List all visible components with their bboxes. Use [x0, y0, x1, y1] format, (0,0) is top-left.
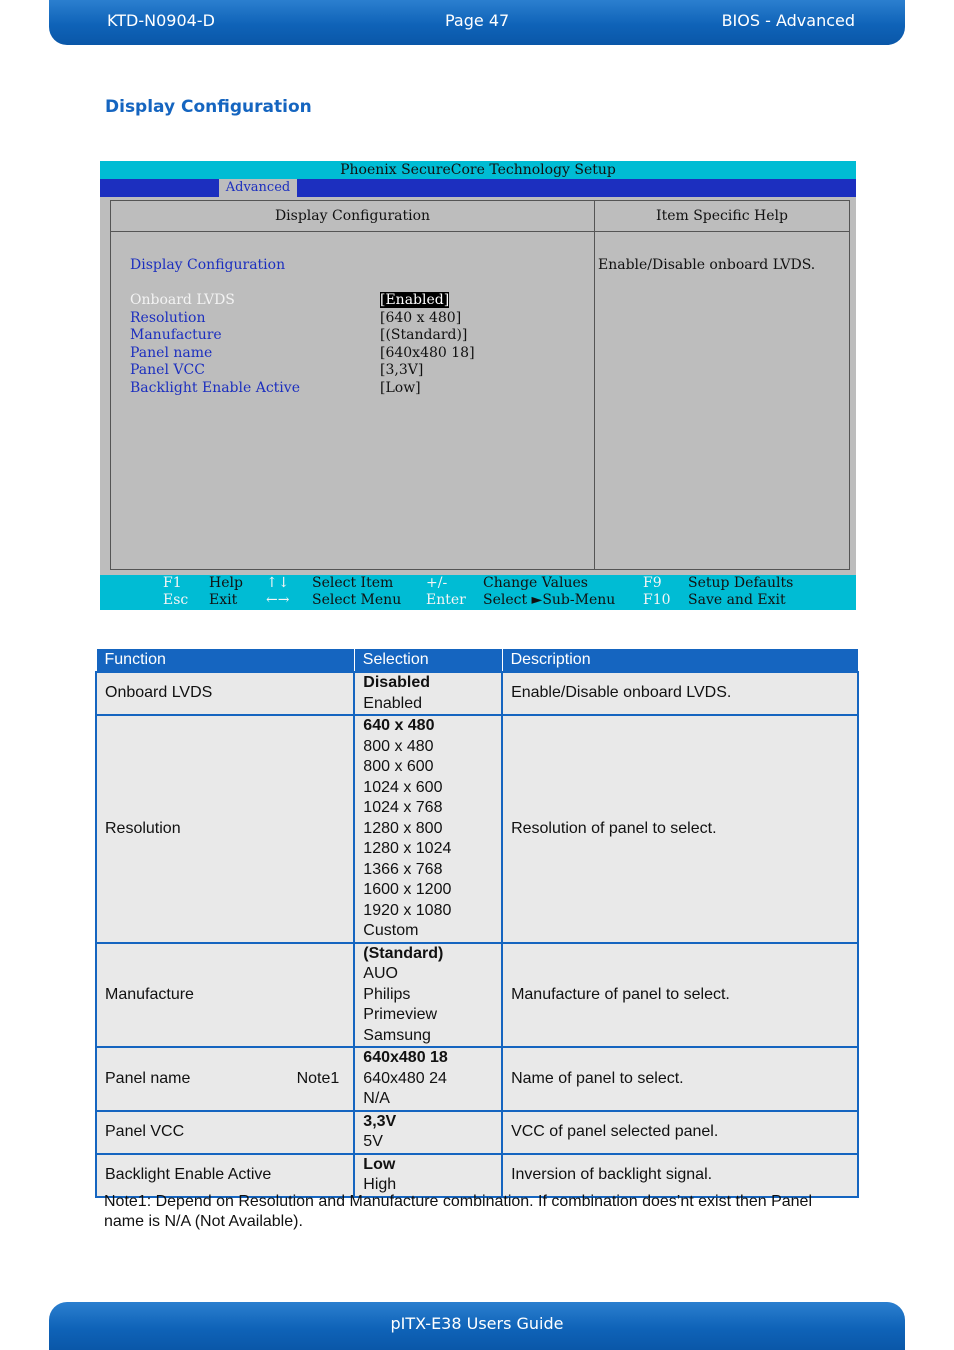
key-f1: F1 — [163, 575, 182, 591]
key-f10-desc: Save and Exit — [688, 592, 786, 608]
key-leftright-desc: Select Menu — [312, 592, 402, 608]
selection-option: N/A — [363, 1090, 390, 1107]
bios-item-label: Onboard LVDS — [130, 292, 235, 308]
bios-item-panel-name[interactable] — [130, 345, 590, 362]
bios-menubar — [100, 179, 856, 197]
bios-tab-advanced[interactable]: Advanced — [219, 179, 297, 197]
bios-item-value[interactable]: [Enabled] — [380, 292, 450, 308]
bios-item-label: Resolution — [130, 310, 206, 326]
selection-option: 1280 x 1024 — [363, 840, 452, 857]
selection-cell — [354, 672, 502, 715]
description-cell: Manufacture of panel to select. — [502, 943, 858, 1048]
selection-cell — [354, 943, 502, 1048]
selection-option: Samsung — [363, 1026, 431, 1044]
selection-cell — [354, 1047, 502, 1111]
description-cell: Name of panel to select. — [502, 1047, 858, 1111]
bios-screenshot — [100, 161, 856, 610]
bios-item-value[interactable]: [3,3V] — [380, 362, 424, 378]
key-f9-desc: Setup Defaults — [688, 575, 794, 591]
bios-help-title: Item Specific Help — [595, 201, 849, 232]
bios-subtitle: Display Configuration — [130, 257, 286, 273]
table-row — [96, 1047, 858, 1111]
key-f9: F9 — [643, 575, 662, 591]
bios-settings-panel — [110, 200, 595, 570]
function-cell: Resolution — [96, 715, 354, 943]
table-row — [96, 1154, 858, 1197]
selection-option: Philips — [363, 985, 411, 1003]
function-cell: Panel VCC — [96, 1111, 354, 1154]
key-f10: F10 — [643, 592, 671, 608]
bios-item-label: Backlight Enable Active — [130, 380, 300, 396]
table-row — [96, 943, 858, 1048]
selection-option: 640 x 480 — [363, 717, 435, 734]
bios-options-table — [95, 648, 859, 1198]
table-header-row — [96, 649, 858, 673]
description-cell: VCC of panel selected panel. — [502, 1111, 858, 1154]
page-footer — [49, 1302, 905, 1350]
selection-option: 800 x 480 — [363, 737, 434, 755]
bios-item-label: Manufacture — [130, 327, 222, 343]
bios-item-manufacture[interactable] — [130, 327, 590, 344]
selection-option: 1600 x 1200 — [363, 881, 452, 898]
selection-option: 640x480 24 — [363, 1069, 447, 1087]
table-row — [96, 1111, 858, 1154]
selection-option: 800 x 600 — [363, 758, 434, 775]
bios-panel-title: Display Configuration — [111, 201, 594, 232]
selection-option: Disabled — [363, 674, 430, 691]
bios-item-value[interactable]: [(Standard)] — [380, 327, 468, 343]
key-plusminus-desc: Change Values — [483, 575, 588, 591]
table-footnote: Note1: Depend on Resolution and Manufacture combination. If combination does’nt exist then Panel name is N/A (Not Available). — [104, 1193, 812, 1230]
bios-item-value[interactable]: [640x480 18] — [380, 345, 475, 361]
bios-help-text: Enable/Disable onboard LVDS. — [598, 257, 816, 273]
selection-option: 1920 x 1080 — [363, 901, 452, 919]
selection-option: 1024 x 768 — [363, 799, 443, 816]
column-header-function: Function — [96, 649, 354, 673]
function-cell: Onboard LVDS — [96, 672, 354, 715]
page-number: Page 47 — [445, 11, 510, 30]
function-cell: Backlight Enable Active — [96, 1154, 354, 1197]
selection-cell — [354, 1111, 502, 1154]
selection-option: 5V — [363, 1133, 383, 1150]
bios-item-value[interactable]: [Low] — [380, 380, 421, 396]
bios-item-onboard-lvds[interactable] — [130, 292, 590, 309]
section-title: Display Configuration — [105, 97, 312, 117]
bios-item-value[interactable]: [640 x 480] — [380, 310, 462, 326]
selection-option: Enabled — [363, 694, 423, 712]
document-id: KTD-N0904-D — [107, 11, 215, 30]
function-cell: Manufacture — [96, 943, 354, 1048]
key-updown-desc: Select Item — [312, 575, 394, 591]
section-name: BIOS - Advanced — [721, 11, 855, 30]
selection-option: Primeview — [363, 1006, 438, 1023]
bios-item-backlight-enable[interactable] — [130, 380, 590, 397]
selection-option: 1024 x 600 — [363, 778, 443, 796]
page-header — [49, 0, 905, 45]
key-plusminus: +/- — [426, 575, 448, 591]
description-cell: Enable/Disable onboard LVDS. — [502, 672, 858, 715]
selection-option: Custom — [363, 922, 419, 939]
selection-option: High — [363, 1176, 397, 1193]
key-f1-desc: Help — [209, 575, 243, 591]
selection-option: 640x480 18 — [363, 1049, 448, 1066]
function-label: Panel name — [105, 1069, 191, 1087]
selection-option: 1366 x 768 — [363, 860, 443, 878]
table-row — [96, 672, 858, 715]
function-cell — [96, 1047, 354, 1111]
bios-item-resolution[interactable] — [130, 310, 590, 327]
selection-option: (Standard) — [363, 944, 444, 962]
key-updown-arrows: ↑↓ — [266, 575, 290, 591]
selection-option: 1280 x 800 — [363, 819, 443, 837]
column-header-description: Description — [502, 649, 858, 673]
bios-help-panel — [594, 200, 850, 570]
bios-title: Phoenix SecureCore Technology Setup — [100, 161, 856, 179]
bios-item-label: Panel VCC — [130, 362, 205, 378]
selection-option: AUO — [363, 965, 398, 982]
bios-item-panel-vcc[interactable] — [130, 362, 590, 379]
selection-cell — [354, 715, 502, 943]
description-cell: Resolution of panel to select. — [502, 715, 858, 943]
bios-item-label: Panel name — [130, 345, 213, 361]
description-cell: Inversion of backlight signal. — [502, 1154, 858, 1197]
selection-option: Low — [363, 1155, 396, 1173]
note-reference: Note1 — [296, 1069, 340, 1087]
table-row — [96, 715, 858, 943]
key-enter-desc: Select ►Sub-Menu — [483, 592, 616, 608]
key-esc-desc: Exit — [209, 592, 238, 608]
column-header-selection: Selection — [354, 649, 502, 673]
selection-cell — [354, 1154, 502, 1197]
key-esc: Esc — [163, 592, 189, 608]
document-title: pITX-E38 Users Guide — [390, 1314, 564, 1333]
key-leftright-arrows: ←→ — [266, 592, 290, 608]
key-enter: Enter — [426, 592, 466, 608]
selection-option: 3,3V — [363, 1112, 397, 1130]
bios-key-legend — [100, 575, 856, 610]
